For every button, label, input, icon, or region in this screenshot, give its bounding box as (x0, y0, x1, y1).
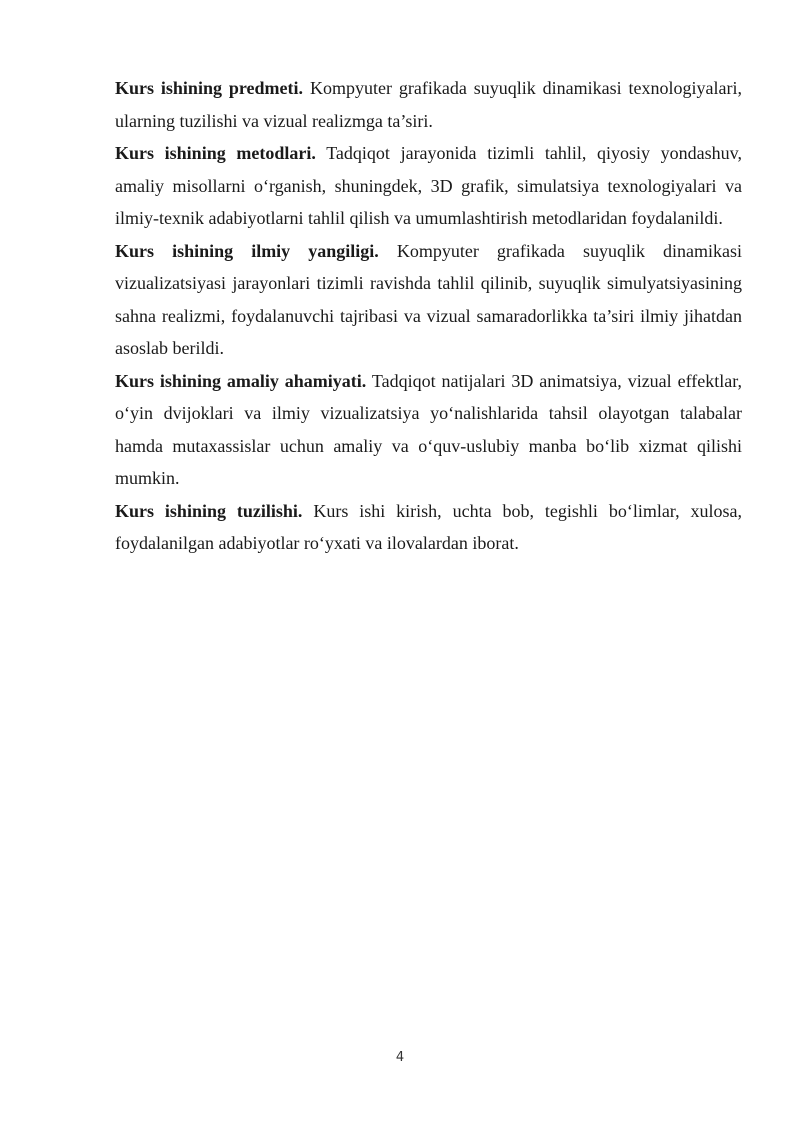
paragraph-heading: Kurs ishining metodlari. (115, 143, 316, 163)
paragraph-text: Kurs ishi kirish, uchta bob, tegishli bo‘limlar, xulosa, foydalanilgan adabiyotlar ro‘yxati va ilovalardan iborat. (115, 500, 742, 553)
paragraph-text: Kompyuter grafikada suyuqlik dinamikasi vizualizatsiyasi jarayonlari tizimli ravishda tahlil qilinib, suyuqlik simulyatsiyasining sahna realizmi, foydalanuvchi tajribasi va vizual samaradorlikka ta’siri ilmiy jihatdan asoslab berildi. (115, 240, 743, 358)
paragraph-text: Tadqiqot natijalari 3D animatsiya, vizual effektlar, o‘yin dvijoklari va ilmiy vizualizatsiya yo‘nalishlarida tahsil olayotgan talabalar hamda mutaxassislar uchun amaliy va o‘quv-uslubiy manba bo‘lib xizmat qilishi mumkin. (115, 370, 742, 488)
paragraph-text: Kompyuter grafikada suyuqlik dinamikasi texnologiyalari, ularning tuzilishi va vizual realizmga ta’siri. (115, 78, 743, 131)
paragraph-heading: Kurs ishining ilmiy yangiligi. (115, 240, 379, 261)
document-body (115, 72, 742, 560)
paragraph-heading: Kurs ishining tuzilishi. (115, 500, 303, 521)
paragraph-methods (115, 137, 742, 235)
page-number: 4 (395, 1050, 405, 1065)
paragraph-heading: Kurs ishining amaliy ahamiyati. (115, 370, 367, 391)
paragraph-novelty (115, 235, 742, 365)
paragraph-structure (115, 495, 742, 560)
paragraph-subject (115, 72, 742, 137)
paragraph-heading: Kurs ishining predmeti. (115, 78, 304, 98)
paragraph-text: Tadqiqot jarayonida tizimli tahlil, qiyosiy yondashuv, amaliy misollarni o‘rganish, shuningdek, 3D grafik, simulatsiya texnologiyalari va ilmiy-texnik adabiyotlarni tahlil qilish va umumlashtirish metodlaridan foydalanildi. (115, 143, 742, 228)
paragraph-practical-significance (115, 365, 742, 495)
